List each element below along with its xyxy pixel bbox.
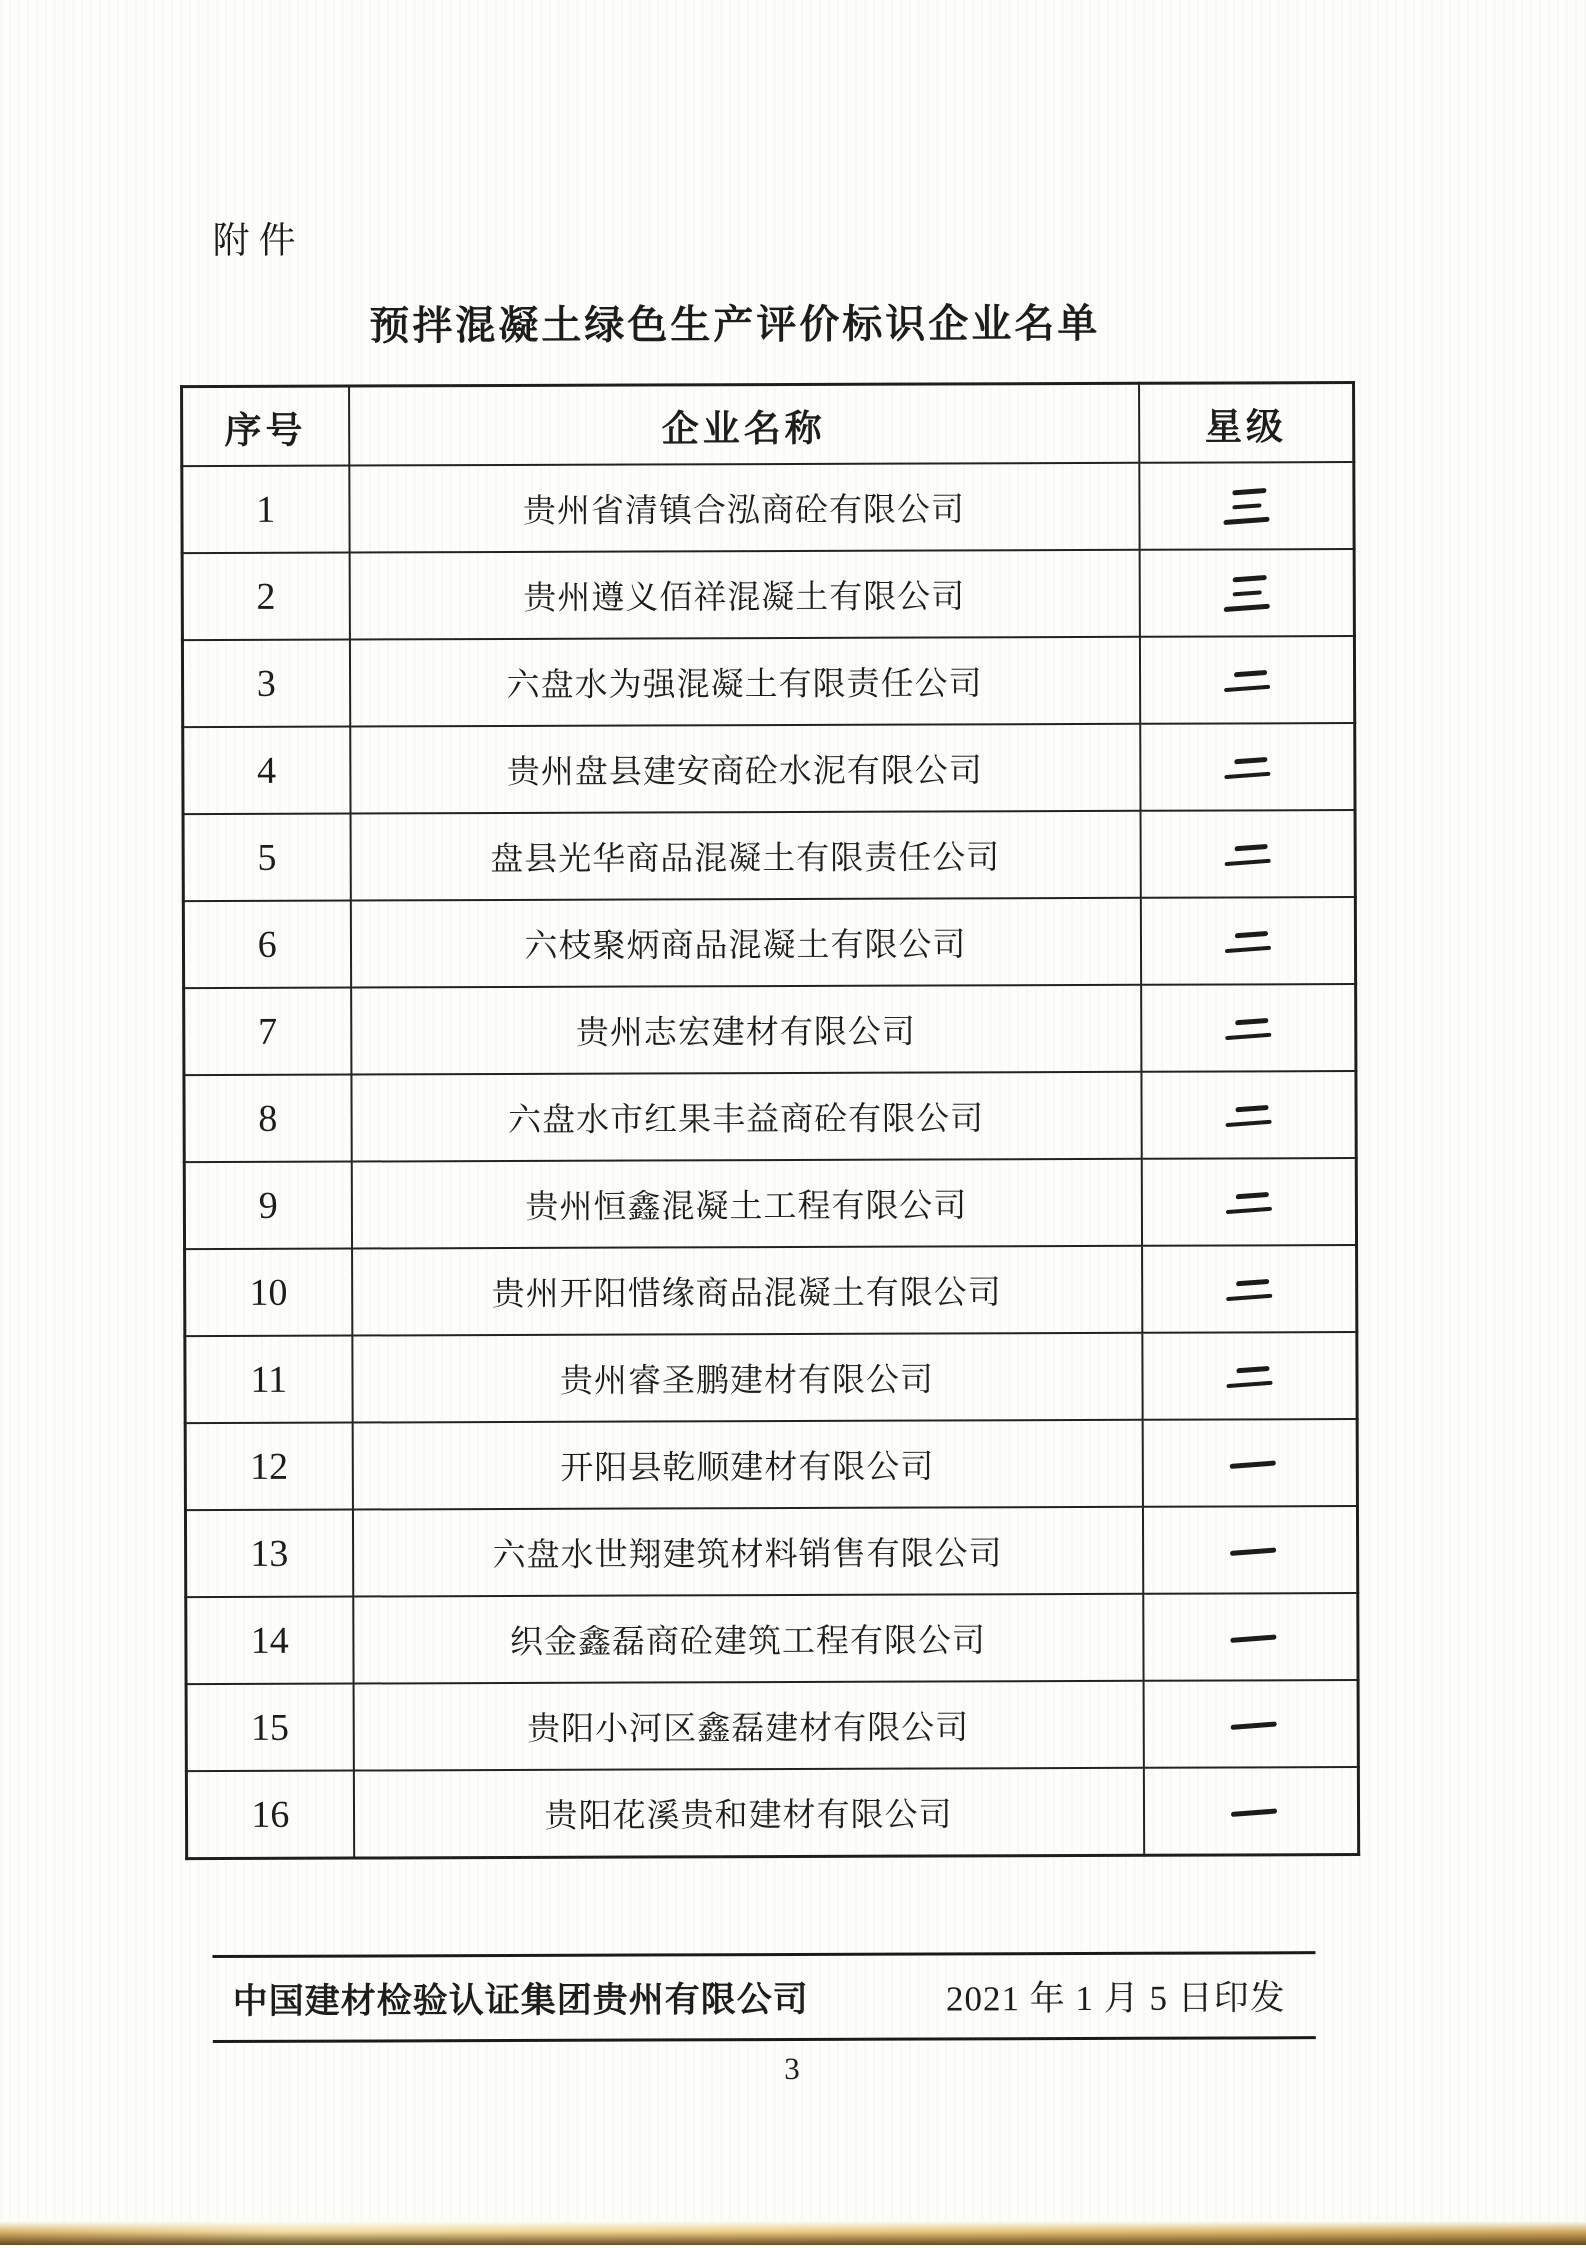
star-rating-cell: [1140, 810, 1355, 898]
star-rating-cell: [1142, 1332, 1357, 1420]
row-number-cell: 7: [184, 988, 351, 1076]
company-name-cell: 贵州恒鑫混凝土工程有限公司: [351, 1159, 1141, 1249]
star-rating-glyph: [1228, 1799, 1274, 1827]
star-rating-glyph: [1225, 921, 1271, 963]
star-rating-text: [1251, 1738, 1252, 1739]
star-stroke: [1224, 603, 1270, 611]
table-row: [185, 1419, 1357, 1510]
star-rating-glyph: [1226, 1356, 1272, 1398]
star-stroke: [1235, 1018, 1268, 1025]
company-name-cell: 六盘水市红果丰益商砼有限公司: [351, 1072, 1141, 1162]
row-number-cell: 10: [185, 1249, 352, 1337]
star-rating-glyph: [1223, 564, 1269, 621]
company-name-cell: 织金鑫磊商砼建筑工程有限公司: [353, 1594, 1143, 1684]
star-rating-cell: [1142, 1245, 1357, 1333]
page-title: 预拌混凝土绿色生产评价标识企业名单: [369, 300, 1101, 349]
row-number-cell: 6: [183, 901, 350, 989]
star-rating-text: [1249, 1396, 1250, 1397]
row-number-cell: 1: [182, 466, 349, 554]
star-rating-text: [1248, 1135, 1249, 1136]
star-rating-glyph: [1227, 1712, 1273, 1740]
star-rating-glyph: [1226, 1182, 1272, 1224]
star-rating-cell: [1140, 897, 1355, 985]
star-rating-glyph: [1223, 477, 1269, 534]
star-stroke: [1232, 590, 1261, 597]
col-header-star: 星级: [1139, 383, 1354, 463]
table-header-row: [182, 383, 1354, 467]
star-stroke: [1225, 945, 1271, 953]
star-rating-glyph: [1227, 1625, 1273, 1653]
company-name-cell: 贵州开阳惜缘商品混凝土有限公司: [352, 1246, 1142, 1336]
company-name-cell: 六盘水为强混凝土有限责任公司: [349, 637, 1139, 727]
star-rating-text: [1250, 1477, 1251, 1478]
star-stroke: [1226, 1380, 1272, 1388]
row-number-cell: 15: [186, 1684, 353, 1772]
star-rating-cell: [1142, 1506, 1357, 1594]
table-row: [186, 1767, 1358, 1859]
star-stroke: [1234, 844, 1267, 851]
row-number-cell: 2: [182, 553, 349, 641]
star-stroke: [1231, 1809, 1277, 1817]
star-stroke: [1226, 1206, 1272, 1214]
table-row: [184, 1071, 1356, 1162]
star-stroke: [1230, 1635, 1276, 1643]
star-stroke: [1224, 858, 1270, 866]
star-rating-glyph: [1224, 834, 1270, 876]
star-rating-cell: [1141, 1158, 1356, 1246]
table-row: [182, 636, 1354, 727]
star-rating-text: [1248, 1048, 1249, 1049]
company-name-cell: 贵州睿圣鹏建材有限公司: [352, 1333, 1142, 1423]
row-number-cell: 16: [186, 1771, 353, 1859]
star-rating-cell: [1139, 549, 1354, 637]
star-rating-text: [1247, 874, 1248, 875]
star-rating-glyph: [1225, 1008, 1271, 1050]
table-row: [184, 1158, 1356, 1249]
star-rating-cell: [1142, 1419, 1357, 1507]
star-rating-text: [1247, 620, 1248, 621]
star-rating-glyph: [1227, 1538, 1273, 1566]
star-rating-glyph: [1227, 1451, 1273, 1479]
star-stroke: [1232, 503, 1261, 510]
col-header-no: 序号: [182, 386, 349, 466]
attachment-label: 附件: [212, 220, 305, 263]
row-number-cell: 5: [183, 814, 350, 902]
star-stroke: [1235, 1192, 1268, 1199]
star-stroke: [1230, 1461, 1276, 1469]
table-row: [182, 549, 1354, 640]
star-rating-cell: [1143, 1680, 1358, 1768]
star-rating-text: [1249, 1222, 1250, 1223]
company-name-cell: 贵州遵义佰祥混凝土有限公司: [349, 550, 1139, 640]
row-number-cell: 11: [185, 1336, 352, 1424]
company-name-cell: 贵州盘县建安商砼水泥有限公司: [350, 724, 1140, 814]
table-row: [185, 1332, 1357, 1423]
star-stroke: [1230, 1722, 1276, 1730]
row-number-cell: 14: [186, 1597, 353, 1685]
table-row: [183, 723, 1355, 814]
star-stroke: [1223, 516, 1269, 524]
star-stroke: [1234, 931, 1267, 938]
issue-date: 2021 年 1 月 5 日印发: [945, 1978, 1286, 2019]
star-stroke: [1236, 1366, 1269, 1373]
company-name-cell: 贵州志宏建材有限公司: [351, 985, 1141, 1075]
table-row: [184, 984, 1356, 1075]
star-rating-cell: [1139, 636, 1354, 724]
star-stroke: [1226, 1293, 1272, 1301]
star-stroke: [1234, 757, 1267, 764]
star-rating-text: [1248, 961, 1249, 962]
footer-rule-band: [213, 1951, 1316, 2043]
star-rating-glyph: [1224, 660, 1270, 702]
table-row: [183, 897, 1355, 988]
row-number-cell: 8: [184, 1075, 351, 1163]
star-rating-text: [1250, 1564, 1251, 1565]
company-name-cell: 开阳县乾顺建材有限公司: [352, 1420, 1142, 1510]
star-rating-cell: [1143, 1767, 1358, 1855]
company-name-cell: 六枝聚炳商品混凝土有限公司: [350, 898, 1140, 988]
row-number-cell: 12: [185, 1423, 352, 1511]
star-rating-cell: [1139, 462, 1354, 550]
star-stroke: [1232, 575, 1266, 582]
company-name-cell: 贵阳小河区鑫磊建材有限公司: [353, 1681, 1143, 1771]
star-rating-text: [1247, 700, 1248, 701]
star-stroke: [1233, 670, 1266, 677]
star-rating-cell: [1141, 984, 1356, 1072]
star-stroke: [1230, 1548, 1276, 1556]
company-name-cell: 贵州省清镇合泓商砼有限公司: [349, 463, 1139, 553]
company-name-cell: 盘县光华商品混凝土有限责任公司: [350, 811, 1140, 901]
star-stroke: [1225, 1032, 1271, 1040]
table-row: [182, 462, 1354, 553]
company-name-cell: 六盘水世翔建筑材料销售有限公司: [352, 1507, 1142, 1597]
enterprise-table: [180, 381, 1360, 1860]
company-name-cell: 贵阳花溪贵和建材有限公司: [353, 1768, 1143, 1858]
star-rating-text: [1251, 1825, 1252, 1826]
star-stroke: [1232, 488, 1266, 495]
star-stroke: [1235, 1105, 1268, 1112]
scan-edge-artifact: [0, 2221, 1586, 2245]
row-number-cell: 13: [185, 1510, 352, 1598]
star-stroke: [1225, 1119, 1271, 1127]
row-number-cell: 3: [182, 640, 349, 728]
star-stroke: [1224, 771, 1270, 779]
star-rating-text: [1250, 1651, 1251, 1652]
star-rating-cell: [1141, 1071, 1356, 1159]
table-body: [182, 462, 1359, 1859]
star-rating-text: [1249, 1309, 1250, 1310]
table-row: [183, 810, 1355, 901]
star-stroke: [1235, 1279, 1268, 1286]
star-rating-cell: [1140, 723, 1355, 811]
row-number-cell: 4: [183, 727, 350, 815]
star-rating-text: [1247, 787, 1248, 788]
star-rating-text: [1246, 533, 1247, 534]
star-stroke: [1224, 684, 1270, 692]
col-header-name: 企业名称: [349, 383, 1139, 465]
issuer-name: 中国建材检验认证集团贵州有限公司: [232, 1979, 809, 2021]
star-rating-glyph: [1224, 747, 1270, 789]
table-row: [186, 1593, 1358, 1684]
table-row: [185, 1245, 1357, 1336]
star-rating-glyph: [1226, 1269, 1272, 1311]
page-number: 3: [784, 2050, 800, 2087]
table-row: [186, 1680, 1358, 1771]
star-rating-cell: [1143, 1593, 1358, 1681]
star-rating-glyph: [1225, 1095, 1271, 1137]
table-row: [185, 1506, 1357, 1597]
row-number-cell: 9: [184, 1162, 351, 1250]
